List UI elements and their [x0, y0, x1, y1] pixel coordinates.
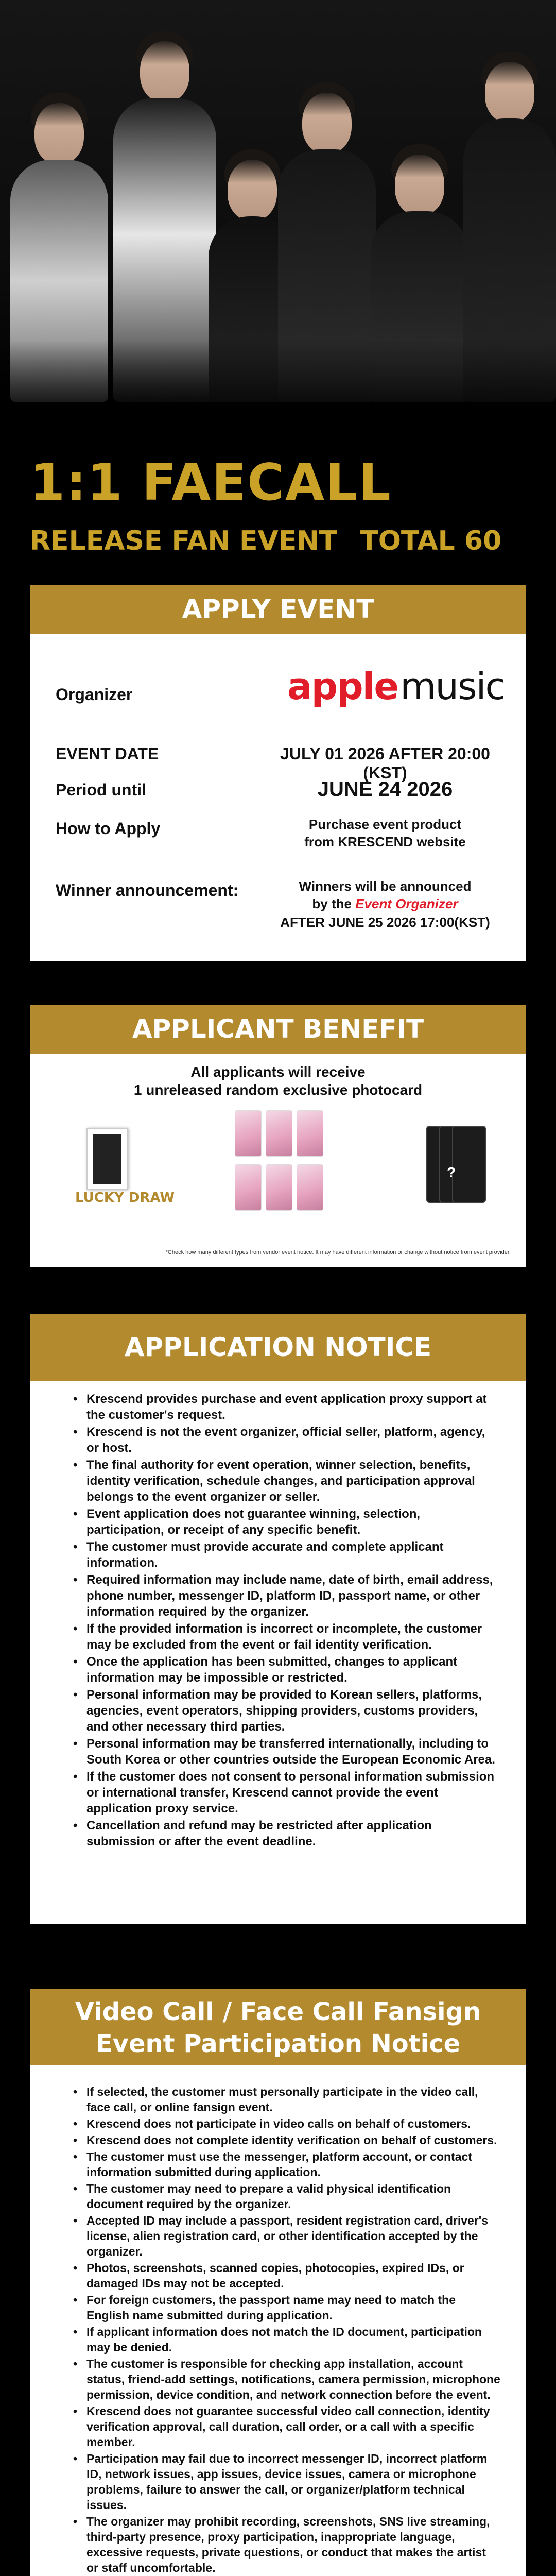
list-item: • If selected, the customer must personally participate in the video call, face call, or online fansign event.: [71, 2084, 500, 2115]
page-title: 1:1 FAECALL: [30, 453, 392, 512]
winner-line3: AFTER JUNE 25 2026 17:00(KST): [280, 914, 490, 930]
how-to-apply-line2: from KRESCEND website: [304, 834, 466, 850]
apple-music-logo: applemusic: [287, 665, 505, 708]
organizer-label: Organizer: [56, 685, 133, 704]
list-item: • Personal information may be provided to Korean sellers, platforms, agencies, event operators, shipping providers, customs providers, and other necessary third parties.: [71, 1687, 500, 1735]
video-header-line2: Event Participation Notice: [95, 2029, 461, 2058]
list-item: • Once the application has been submitted, changes to applicant information may be impossible or restricted.: [71, 1654, 500, 1686]
mystery-question-mark: ?: [447, 1164, 456, 1180]
how-to-apply-label: How to Apply: [56, 819, 161, 838]
list-item: • Photos, screenshots, scanned copies, photocopies, expired IDs, or damaged IDs may not be accepted.: [71, 2260, 500, 2291]
total-count: TOTAL 60: [360, 526, 502, 556]
list-item: • Participation may fail due to incorrect messenger ID, incorrect platform ID, network issues, app issues, device issues, camera or microphone problems, failure to answer the call, or organizer/platform technical issues.: [71, 2451, 500, 2513]
list-item: • Accepted ID may include a passport, resident registration card, driver's license, alien registration card, or other identification accepted by the organizer.: [71, 2213, 500, 2259]
list-item: • Krescend provides purchase and event application proxy support at the customer's request.: [71, 1391, 500, 1423]
period-label: Period until: [56, 781, 146, 799]
video-notice-header: [30, 1989, 526, 2065]
benefit-header: APPLICANT BENEFIT: [30, 1005, 526, 1054]
photocard-samples: [235, 1110, 327, 1213]
list-item: • The customer may need to prepare a valid physical identification document required by the organizer.: [71, 2181, 500, 2212]
event-date-value: JULY 01 2026 AFTER 20:00 (KST): [280, 744, 490, 782]
event-subtitle: [30, 526, 501, 556]
applicant-benefit-card: [30, 1005, 526, 1267]
list-item: • The customer must provide accurate and complete applicant information.: [71, 1539, 500, 1571]
video-header-line1: Video Call / Face Call Fansign: [75, 1997, 481, 2026]
list-item: • For foreign customers, the passport name may need to match the English name submitted during application.: [71, 2292, 500, 2323]
application-notice-card: [30, 1314, 526, 1924]
benefit-footnote: *Check how many different types from vendor event notice. It may have different information or change without notice from event provider.: [165, 1249, 511, 1256]
apply-event-header: APPLY EVENT: [30, 585, 526, 634]
list-item: • Cancellation and refund may be restricted after application submission or after the event deadline.: [71, 1818, 500, 1850]
event-date-label: EVENT DATE: [56, 744, 159, 763]
lucky-draw-card-image: [86, 1128, 128, 1190]
video-notice-list: [71, 2084, 500, 2576]
lucky-draw-label: LUCKY DRAW: [75, 1190, 175, 1206]
winner-label: Winner announcement:: [56, 881, 239, 900]
list-item: • The organizer may prohibit recording, screenshots, SNS live streaming, third-party presence, proxy participation, inappropriate language, excessive requests, private questions, or conduct that makes the artist or staff uncomfortable.: [71, 2514, 500, 2575]
list-item: • Krescend does not complete identity verification on behalf of customers.: [71, 2132, 500, 2148]
list-item: • The final authority for event operation, winner selection, benefits, identity verification, schedule changes, and participation approval belongs to the event organizer or seller.: [71, 1457, 500, 1505]
list-item: • Personal information may be transferred internationally, including to South Korea or other countries outside the European Economic Area.: [71, 1736, 500, 1768]
period-value: JUNE 24 2026: [317, 778, 453, 801]
event-name: RELEASE FAN EVENT: [30, 526, 338, 556]
list-item: • The customer must use the messenger, platform account, or contact information submitted during application.: [71, 2149, 500, 2180]
list-item: • The customer is responsible for checking app installation, account status, friend-add settings, notifications, camera permission, microphone permission, device condition, and network connection before the event.: [71, 2356, 500, 2402]
list-item: • If the customer does not consent to personal information submission or international transfer, Krescend cannot provide the event application proxy service.: [71, 1769, 500, 1817]
list-item: • Required information may include name, date of birth, email address, phone number, messenger ID, platform ID, passport name, or other information required by the organizer.: [71, 1572, 500, 1620]
list-item: • Krescend is not the event organizer, official seller, platform, agency, or host.: [71, 1424, 500, 1456]
benefit-line2: 1 unreleased random exclusive photocard: [133, 1082, 423, 1098]
notice-list: [71, 1391, 500, 1851]
list-item: • If applicant information does not match the ID document, participation may be denied.: [71, 2324, 500, 2355]
video-call-notice-card: [30, 1989, 526, 2576]
list-item: • Krescend does not guarantee successful video call connection, identity verification approval, call duration, call order, or a call with a specific member.: [71, 2403, 500, 2450]
benefit-line1: All applicants will receive: [190, 1064, 366, 1080]
winner-line1: Winners will be announced: [299, 878, 472, 894]
how-to-apply-line1: Purchase event product: [308, 817, 462, 832]
list-item: • Krescend does not participate in video calls on behalf of customers.: [71, 2116, 500, 2131]
winner-line2: by the Event Organizer: [312, 896, 458, 911]
apply-event-card: [30, 585, 526, 961]
notice-header: APPLICATION NOTICE: [30, 1314, 526, 1381]
list-item: • If the provided information is incorrect or incomplete, the customer may be excluded from the event or fail identity verification.: [71, 1621, 500, 1653]
list-item: • Event application does not guarantee winning, selection, participation, or receipt of any specific benefit.: [71, 1506, 500, 1538]
hero-group-photo: [0, 0, 556, 422]
